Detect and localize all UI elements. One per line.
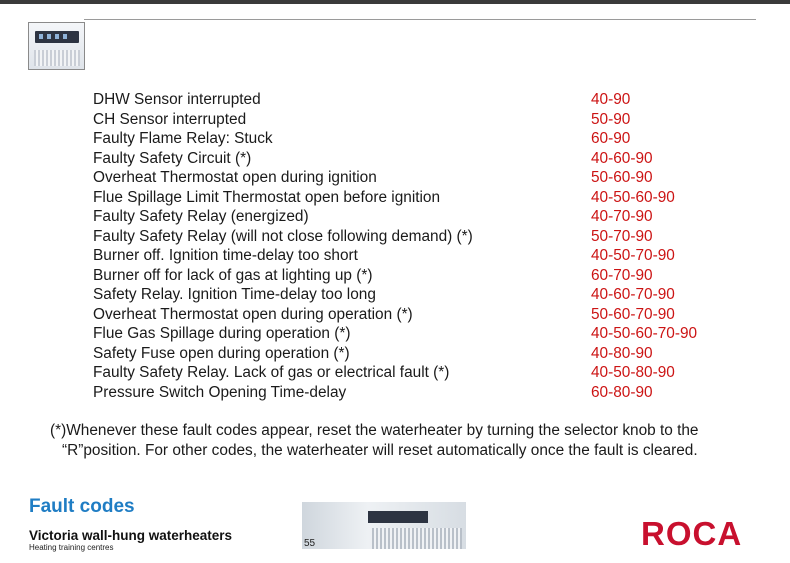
fault-row bbox=[93, 207, 753, 227]
fault-code: 40-60-70-90 bbox=[591, 286, 675, 303]
fault-description: Overheat Thermostat open during operation (*) bbox=[93, 305, 413, 323]
fault-code: 50-60-90 bbox=[591, 169, 653, 186]
product-thumbnail bbox=[28, 22, 85, 70]
fault-code-list bbox=[93, 90, 753, 402]
fault-code: 50-70-90 bbox=[591, 227, 653, 245]
fault-description: Faulty Flame Relay: Stuck bbox=[93, 130, 273, 147]
fault-description: Overheat Thermostat open during ignition bbox=[93, 169, 377, 186]
fault-description: Pressure Switch Opening Time-delay bbox=[93, 383, 347, 401]
fault-description: Flue Spillage Limit Thermostat open before ignition bbox=[93, 188, 441, 206]
fault-row bbox=[93, 285, 753, 305]
fault-code: 60-90 bbox=[591, 130, 631, 147]
fault-row bbox=[93, 363, 753, 383]
fault-row bbox=[93, 324, 753, 344]
top-bar bbox=[0, 0, 790, 4]
fault-code: 40-50-60-90 bbox=[591, 188, 675, 206]
fault-code: 50-90 bbox=[591, 110, 631, 128]
reset-note-line-1: (*)Whenever these fault codes appear, reset the waterheater by turning the selector knob to the bbox=[50, 422, 699, 439]
fault-row bbox=[93, 383, 753, 403]
fault-description: Burner off. Ignition time-delay too short bbox=[93, 247, 358, 264]
fault-row bbox=[93, 188, 753, 208]
footer-subtitle: Victoria wall-hung waterheaters bbox=[29, 528, 233, 543]
fault-row bbox=[93, 110, 753, 130]
fault-row bbox=[93, 149, 753, 169]
reset-note bbox=[50, 421, 780, 461]
fault-description: Flue Gas Spillage during operation (*) bbox=[93, 325, 351, 342]
fault-row bbox=[93, 344, 753, 364]
fault-code: 40-80-90 bbox=[591, 344, 653, 362]
page-number: 55 bbox=[304, 538, 316, 549]
fault-description: Faulty Safety Circuit (*) bbox=[93, 149, 252, 167]
footer-title: Fault codes bbox=[29, 496, 135, 517]
fault-code: 40-50-70-90 bbox=[591, 247, 675, 264]
brand-logo: ROCA bbox=[641, 515, 743, 552]
fault-description: Faulty Safety Relay (energized) bbox=[93, 208, 309, 225]
fault-code: 40-60-90 bbox=[591, 149, 653, 167]
fault-row bbox=[93, 129, 753, 149]
footer-product-image bbox=[302, 502, 466, 549]
fault-description: Safety Fuse open during operation (*) bbox=[93, 344, 350, 362]
fault-description: Safety Relay. Ignition Time-delay too long bbox=[93, 286, 376, 303]
fault-row bbox=[93, 227, 753, 247]
fault-description: Burner off for lack of gas at lighting up (*) bbox=[93, 266, 373, 284]
fault-row bbox=[93, 305, 753, 325]
fault-description: Faulty Safety Relay (will not close following demand) (*) bbox=[93, 227, 473, 245]
fault-row bbox=[93, 168, 753, 188]
fault-row bbox=[93, 90, 753, 110]
fault-code: 40-50-60-70-90 bbox=[591, 325, 698, 342]
fault-description: CH Sensor interrupted bbox=[93, 110, 247, 128]
fault-code: 40-70-90 bbox=[591, 208, 653, 225]
fault-row bbox=[93, 266, 753, 286]
fault-row bbox=[93, 246, 753, 266]
reset-note-line-2: “R”position. For other codes, the waterheater will reset automatically once the fault is cleared. bbox=[62, 442, 698, 459]
fault-code: 60-80-90 bbox=[591, 383, 653, 401]
footer-subtitle-small: Heating training centres bbox=[29, 543, 114, 552]
fault-description: Faulty Safety Relay. Lack of gas or electrical fault (*) bbox=[93, 364, 450, 381]
fault-code: 40-50-80-90 bbox=[591, 364, 675, 381]
header-rule bbox=[84, 19, 756, 20]
fault-code: 50-60-70-90 bbox=[591, 305, 675, 323]
fault-code: 40-90 bbox=[591, 91, 631, 108]
fault-description: DHW Sensor interrupted bbox=[93, 91, 261, 108]
fault-code: 60-70-90 bbox=[591, 266, 653, 284]
